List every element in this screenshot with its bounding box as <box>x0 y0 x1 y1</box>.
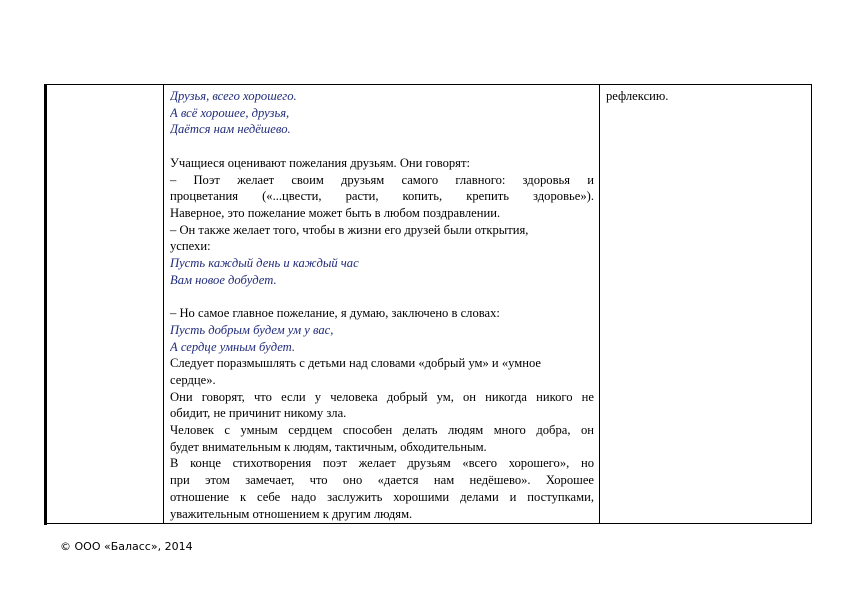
blank-line <box>170 288 594 305</box>
middle-cell-text <box>170 88 594 522</box>
poem-line: Даётся нам недёшево. <box>170 122 291 137</box>
poem-line: Друзья, всего хорошего. <box>170 89 297 103</box>
poem-line: Вам новое добудет. <box>170 272 277 287</box>
middle-cell <box>164 85 600 524</box>
poem-line: А всё хорошее, друзья, <box>170 105 290 120</box>
text-line: процветания («...цвести, расти, копить, крепить здоровье»). <box>170 189 594 204</box>
text-line: – Он также желает того, чтобы в жизни его друзей были открытия, <box>170 222 529 237</box>
poem-line: А сердце умным будет. <box>170 339 296 354</box>
text-line: обидит, не причинит никому зла. <box>170 406 347 421</box>
left-cell <box>47 85 164 524</box>
text-line: отношение к себе надо заслужить хорошими делами и поступками, <box>170 489 594 504</box>
text-line: будет внимательным к людям, тактичным, обходительным. <box>170 439 487 454</box>
text-line: уважительным отношением к другим людям. <box>170 506 413 521</box>
right-cell <box>600 85 812 524</box>
poem-line: Пусть каждый день и каждый час <box>170 256 359 271</box>
text-line: Наверное, это пожелание может быть в любом поздравлении. <box>170 205 501 220</box>
table-row <box>47 85 812 524</box>
text-line: Следует поразмышлять с детьми над словами «добрый ум» и «умное <box>170 356 541 371</box>
text-line: Человек с умным сердцем способен делать людям много добра, он <box>170 423 594 438</box>
text-line: успехи: <box>170 239 211 254</box>
text-line: В конце стихотворения поэт желает друзьям «всего хорошего», но <box>170 456 594 471</box>
lesson-table <box>46 84 812 524</box>
text-line: Они говорят, что если у человека добрый ум, он никогда никого не <box>170 389 594 404</box>
right-cell-text: рефлексию. <box>606 89 669 103</box>
text-line: при этом замечает, что оно «дается нам недёшево». Хорошее <box>170 473 594 488</box>
text-line: – Но самое главное пожелание, я думаю, заключено в словах: <box>170 306 500 321</box>
text-line: сердце». <box>170 372 216 387</box>
text-line: – Поэт желает своим друзьям самого главного: здоровья и <box>170 172 594 187</box>
copyright-footer: © ООО «Баласс», 2014 <box>60 540 193 553</box>
blank-line <box>170 138 594 155</box>
text-line: Учащиеся оценивают пожелания друзьям. Они говорят: <box>170 155 470 170</box>
poem-line: Пусть добрым будем ум у вас, <box>170 322 334 337</box>
